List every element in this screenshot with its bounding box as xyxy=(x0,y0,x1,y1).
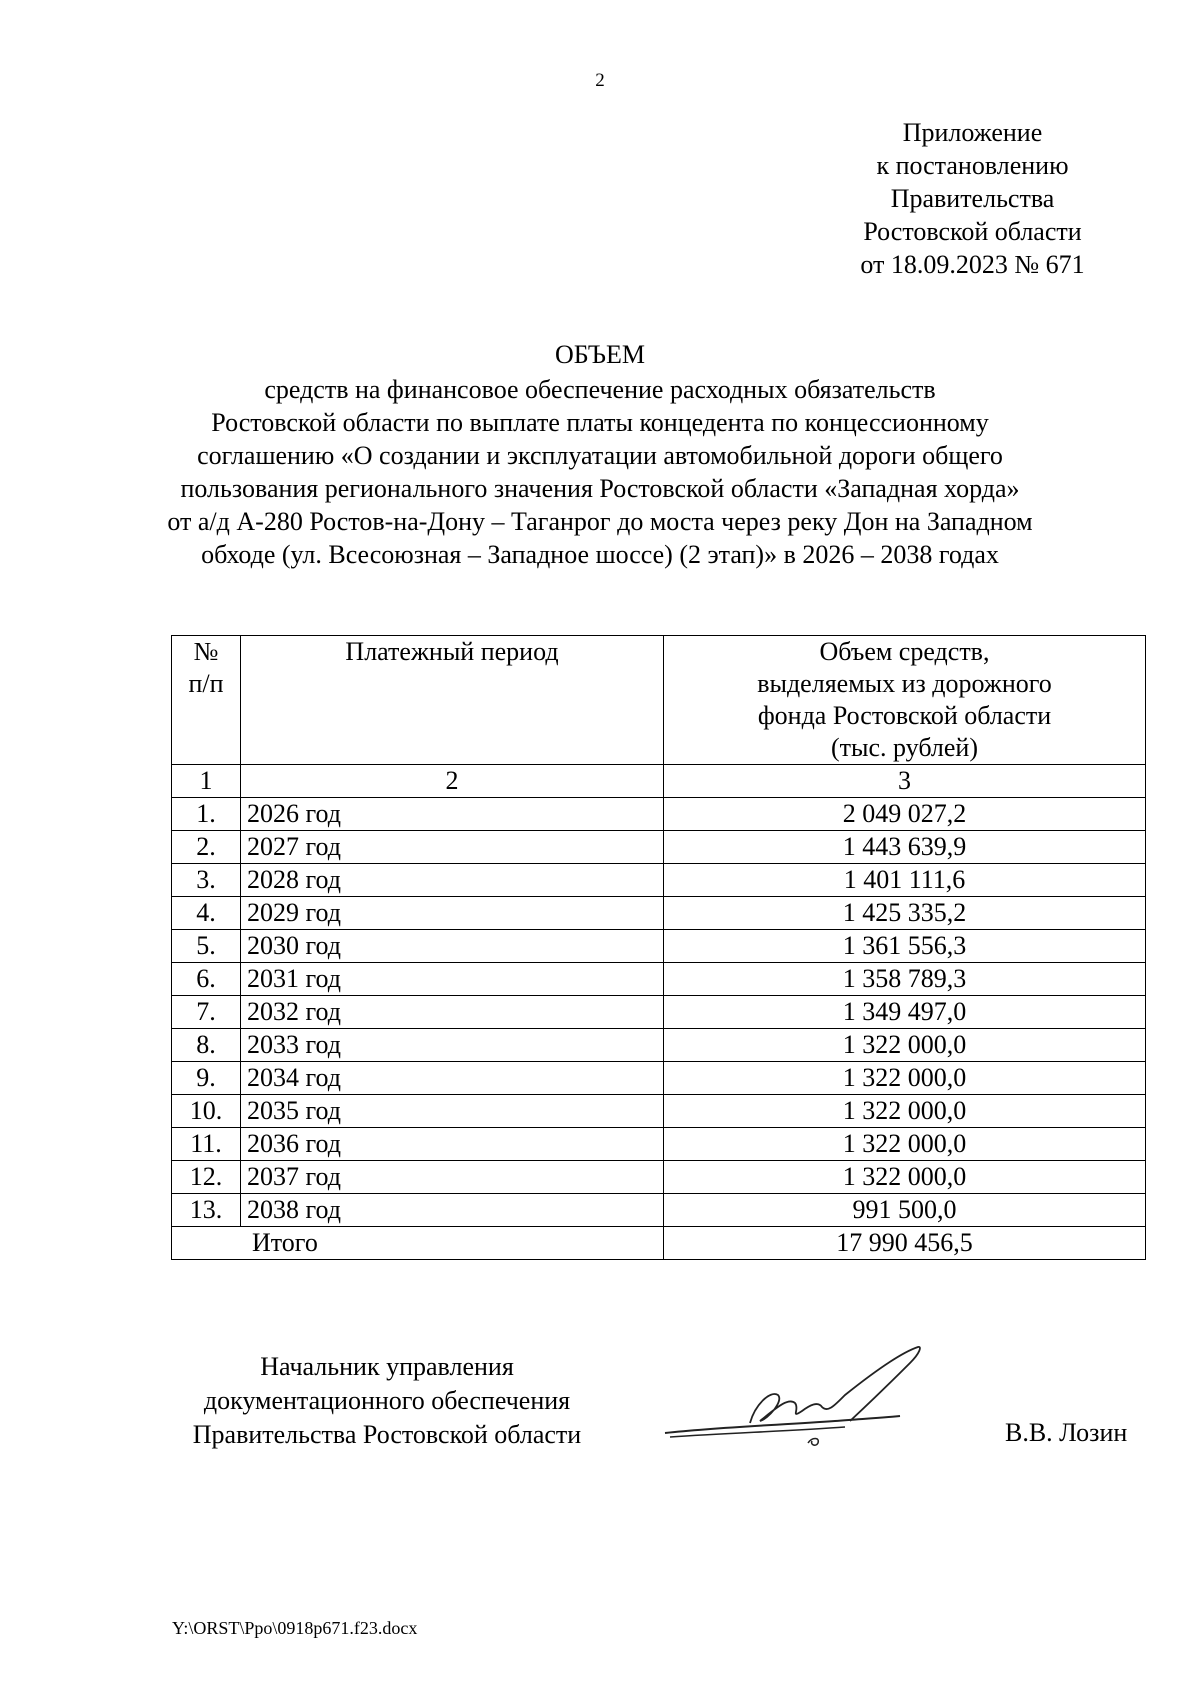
header-period: Платежный период xyxy=(241,636,664,765)
appendix-line: от 18.09.2023 № 671 xyxy=(860,250,1085,279)
table-row xyxy=(172,1161,1146,1194)
table-row xyxy=(172,1194,1146,1227)
row-number: 7. xyxy=(172,996,241,1029)
signer-position-line: Правительства Ростовской области xyxy=(192,1420,582,1449)
row-amount: 1 349 497,0 xyxy=(664,996,1146,1029)
handwritten-signature xyxy=(660,1345,950,1465)
subheading-line: от а/д А-280 Ростов-на-Дону – Таганрог до моста через реку Дон на Западном xyxy=(167,507,1033,536)
row-number: 8. xyxy=(172,1029,241,1062)
row-amount: 1 358 789,3 xyxy=(664,963,1146,996)
row-amount: 1 322 000,0 xyxy=(664,1095,1146,1128)
row-period: 2036 год xyxy=(241,1128,664,1161)
row-amount: 1 361 556,3 xyxy=(664,930,1146,963)
appendix-line: Приложение xyxy=(902,118,1043,147)
subheading-line: соглашению «О создании и эксплуатации автомобильной дороги общего xyxy=(197,441,1003,470)
table-total-row xyxy=(172,1227,1146,1260)
signer-position-line: Начальник управления xyxy=(260,1352,514,1381)
row-number: 2. xyxy=(172,831,241,864)
row-number: 1. xyxy=(172,798,241,831)
row-amount: 1 425 335,2 xyxy=(664,897,1146,930)
row-period: 2029 год xyxy=(241,897,664,930)
row-period: 2032 год xyxy=(241,996,664,1029)
footer-file-path: Y:\ORST\Ppo\0918p671.f23.docx xyxy=(172,1618,418,1638)
col-number: 3 xyxy=(664,765,1146,798)
table-row xyxy=(172,1095,1146,1128)
subheading-line: Ростовской области по выплате платы концедента по концессионному xyxy=(211,408,989,437)
signer-position xyxy=(172,1350,602,1452)
appendix-line: Правительства xyxy=(890,184,1055,213)
row-number: 10. xyxy=(172,1095,241,1128)
row-amount: 1 322 000,0 xyxy=(664,1029,1146,1062)
row-amount: 1 322 000,0 xyxy=(664,1161,1146,1194)
row-number: 3. xyxy=(172,864,241,897)
signee-name: В.В. Лозин xyxy=(1005,1418,1128,1447)
row-amount: 1 322 000,0 xyxy=(664,1062,1146,1095)
row-period: 2038 год xyxy=(241,1194,664,1227)
row-amount: 2 049 027,2 xyxy=(664,798,1146,831)
document-subheading xyxy=(150,373,1050,571)
row-amount: 1 322 000,0 xyxy=(664,1128,1146,1161)
row-amount: 991 500,0 xyxy=(664,1194,1146,1227)
row-amount: 1 443 639,9 xyxy=(664,831,1146,864)
document-heading: ОБЪЕМ xyxy=(554,340,646,369)
header-amount-line: Объем средств, xyxy=(819,637,990,666)
table-header-row xyxy=(172,636,1146,765)
row-number: 11. xyxy=(172,1128,241,1161)
header-amount-line: фонда Ростовской области xyxy=(757,701,1052,730)
table-row xyxy=(172,930,1146,963)
row-number: 6. xyxy=(172,963,241,996)
row-number: 4. xyxy=(172,897,241,930)
column-number-row xyxy=(172,765,1146,798)
table-row xyxy=(172,1029,1146,1062)
subheading-line: средств на финансовое обеспечение расходных обязательств xyxy=(264,375,936,404)
table-row xyxy=(172,1128,1146,1161)
row-number: 13. xyxy=(172,1194,241,1227)
table-row xyxy=(172,1062,1146,1095)
table-row xyxy=(172,996,1146,1029)
total-amount: 17 990 456,5 xyxy=(664,1227,1146,1260)
row-period: 2031 год xyxy=(241,963,664,996)
row-period: 2030 год xyxy=(241,930,664,963)
row-number: 5. xyxy=(172,930,241,963)
appendix-block xyxy=(835,116,1110,281)
table-row xyxy=(172,831,1146,864)
funding-table xyxy=(171,635,1146,1260)
row-period: 2033 год xyxy=(241,1029,664,1062)
table-row xyxy=(172,798,1146,831)
header-num-line: № xyxy=(193,637,219,666)
row-period: 2034 год xyxy=(241,1062,664,1095)
table-row xyxy=(172,963,1146,996)
header-amount-line: выделяемых из дорожного xyxy=(757,669,1052,698)
total-label: Итого xyxy=(172,1227,664,1260)
subheading-line: пользования регионального значения Ростовской области «Западная хорда» xyxy=(180,474,1020,503)
row-amount: 1 401 111,6 xyxy=(664,864,1146,897)
row-period: 2028 год xyxy=(241,864,664,897)
subheading-line: обходе (ул. Всесоюзная – Западное шоссе) (2 этап)» в 2026 – 2038 годах xyxy=(201,540,999,569)
row-period: 2035 год xyxy=(241,1095,664,1128)
row-period: 2027 год xyxy=(241,831,664,864)
header-num-line: п/п xyxy=(188,669,224,698)
row-period: 2026 год xyxy=(241,798,664,831)
signer-position-line: документационного обеспечения xyxy=(203,1386,571,1415)
appendix-line: к постановлению xyxy=(876,151,1069,180)
row-number: 9. xyxy=(172,1062,241,1095)
row-number: 12. xyxy=(172,1161,241,1194)
row-period: 2037 год xyxy=(241,1161,664,1194)
header-amount-line: (тыс. рублей) xyxy=(830,733,978,762)
header-num xyxy=(172,636,241,765)
header-amount xyxy=(664,636,1146,765)
col-number: 1 xyxy=(172,765,241,798)
appendix-line: Ростовской области xyxy=(863,217,1082,246)
col-number: 2 xyxy=(241,765,664,798)
table-row xyxy=(172,897,1146,930)
page-number: 2 xyxy=(595,70,605,91)
table-row xyxy=(172,864,1146,897)
